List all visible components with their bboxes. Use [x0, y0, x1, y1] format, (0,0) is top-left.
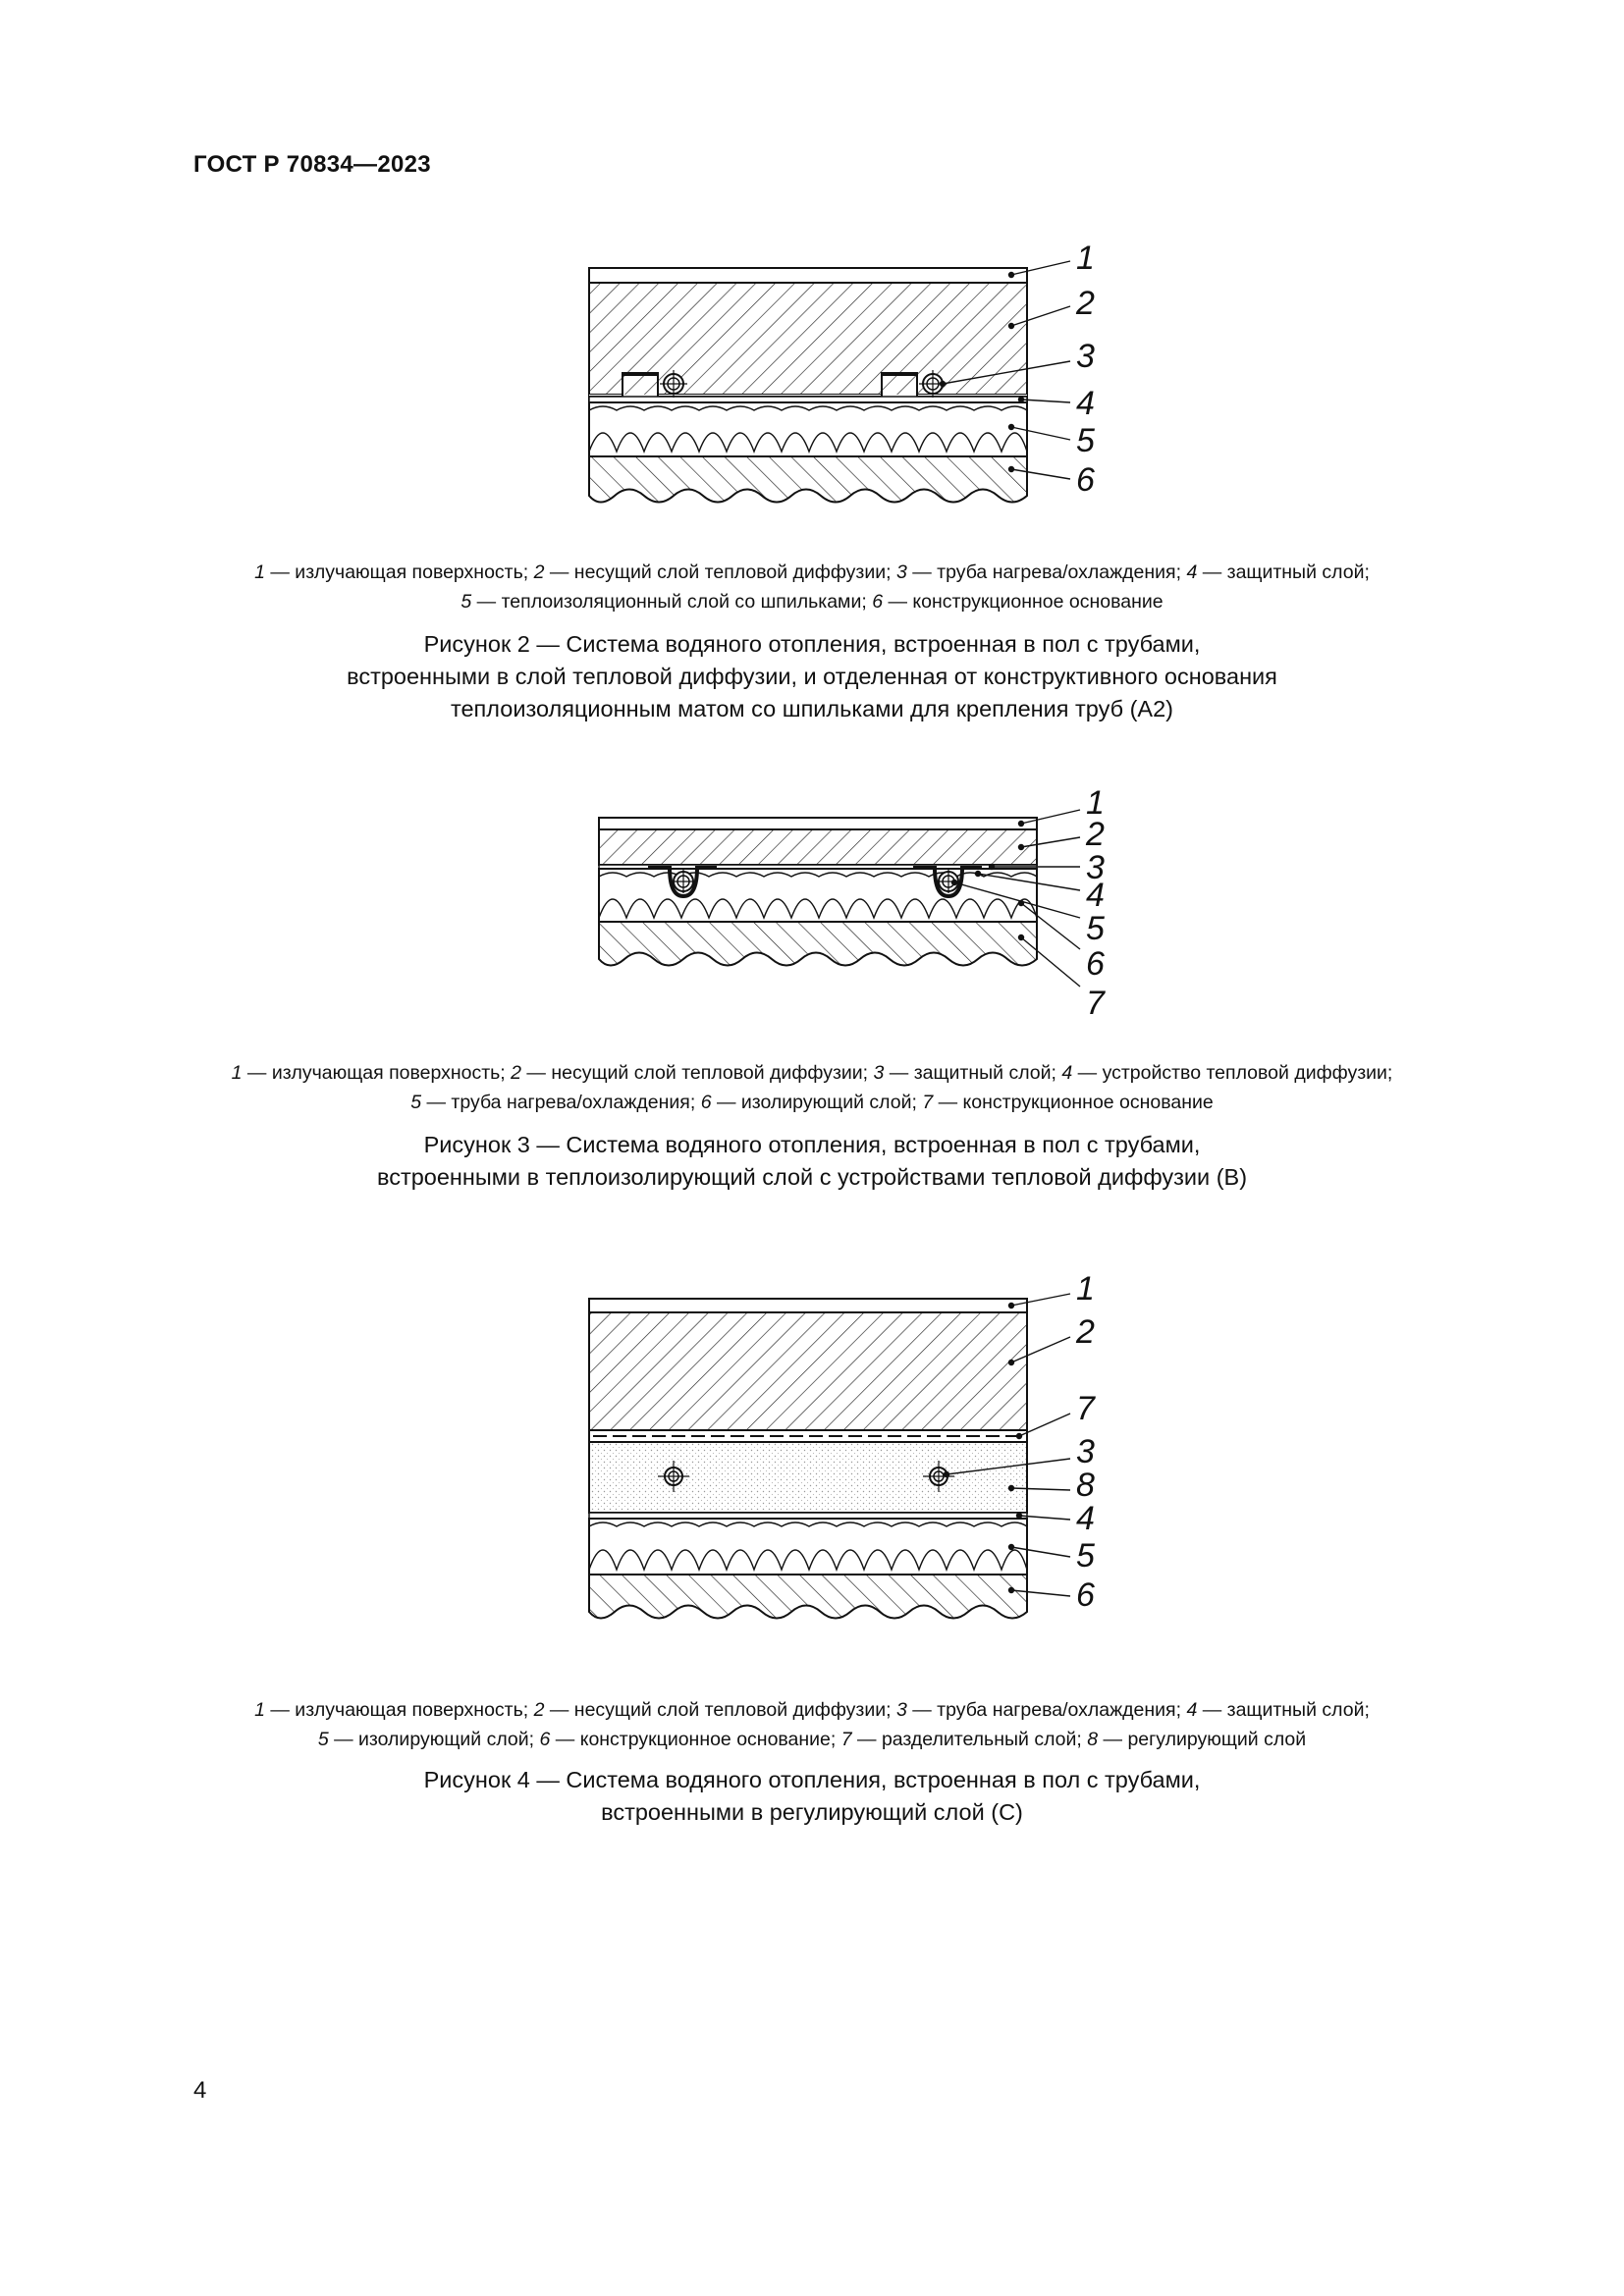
label-6: 6: [1076, 461, 1095, 499]
label-2: 2: [1076, 285, 1095, 322]
label-8: 8: [1076, 1467, 1095, 1504]
structural-base-layer: [589, 1575, 1027, 1619]
heat-diffusion-layer: [589, 1312, 1027, 1430]
label-4: 4: [1086, 877, 1105, 914]
label-1: 1: [1076, 1270, 1095, 1308]
figure-3-drawing: [589, 780, 1139, 1036]
figure-3-caption: Рисунок 3 — Система водяного отопления, встроенная в пол с трубами, встроенными в теплоизолирующий слой с устройствами тепловой диффузии (B): [376, 1132, 1248, 1190]
figure-4-caption: Рисунок 4 — Система водяного отопления, встроенная в пол с трубами, встроенными в регулирующий слой (C): [423, 1767, 1201, 1825]
label-6: 6: [1086, 945, 1105, 983]
label-3: 3: [1076, 1433, 1095, 1470]
figure-2-drawing: [579, 240, 1129, 510]
radiating-surface-layer: [589, 268, 1027, 283]
document-header: ГОСТ Р 70834—2023: [193, 151, 431, 178]
label-5: 5: [1076, 422, 1095, 459]
figure-3-legend: 1 — излучающая поверхность; 2 — несущий слой тепловой диффузии; 3 — защитный слой; 4 — устройство тепловой диффузии; 5 — труба нагрева/охлаждения; 6 — изолирующий слой; 7 — конструкционное основание: [231, 1062, 1393, 1113]
structural-base-layer: [599, 922, 1037, 966]
structural-base-layer: [589, 456, 1027, 503]
label-2: 2: [1076, 1313, 1095, 1351]
label-2: 2: [1086, 816, 1105, 853]
label-1: 1: [1076, 240, 1095, 277]
label-5: 5: [1076, 1537, 1095, 1575]
label-4: 4: [1076, 385, 1095, 422]
radiating-surface-layer: [589, 1299, 1027, 1312]
label-4: 4: [1076, 1500, 1095, 1537]
label-3: 3: [1076, 338, 1095, 375]
label-1: 1: [1086, 784, 1105, 822]
heat-diffusion-layer: [599, 829, 1037, 865]
figure-2-legend: 1 — излучающая поверхность; 2 — несущий слой тепловой диффузии; 3 — труба нагрева/охлаждения; 4 — защитный слой; 5 — теплоизоляционный слой со шпильками; 6 — конструкционное основание: [254, 561, 1370, 613]
figure-2-caption: Рисунок 2 — Система водяного отопления, встроенная в пол с трубами, встроенными в слой тепловой диффузии, и отделенная от конструктивного основания теплоизоляционным матом со шпильками для крепления труб (А2): [347, 631, 1277, 721]
figure-4-legend: 1 — излучающая поверхность; 2 — несущий слой тепловой диффузии; 3 — труба нагрева/охлаждения; 4 — защитный слой; 5 — изолирующий слой; 6 — конструкционное основание; 7 — разделительный слой; 8 — регулирующий слой: [254, 1699, 1370, 1750]
label-7: 7: [1076, 1390, 1095, 1427]
radiating-surface-layer: [599, 818, 1037, 829]
label-3: 3: [1086, 849, 1105, 886]
label-7: 7: [1086, 985, 1105, 1022]
regulating-layer: [589, 1442, 1027, 1513]
page-number: 4: [193, 2077, 207, 2104]
label-6: 6: [1076, 1576, 1095, 1614]
figure-4-drawing: [579, 1266, 1129, 1639]
label-5: 5: [1086, 910, 1105, 947]
